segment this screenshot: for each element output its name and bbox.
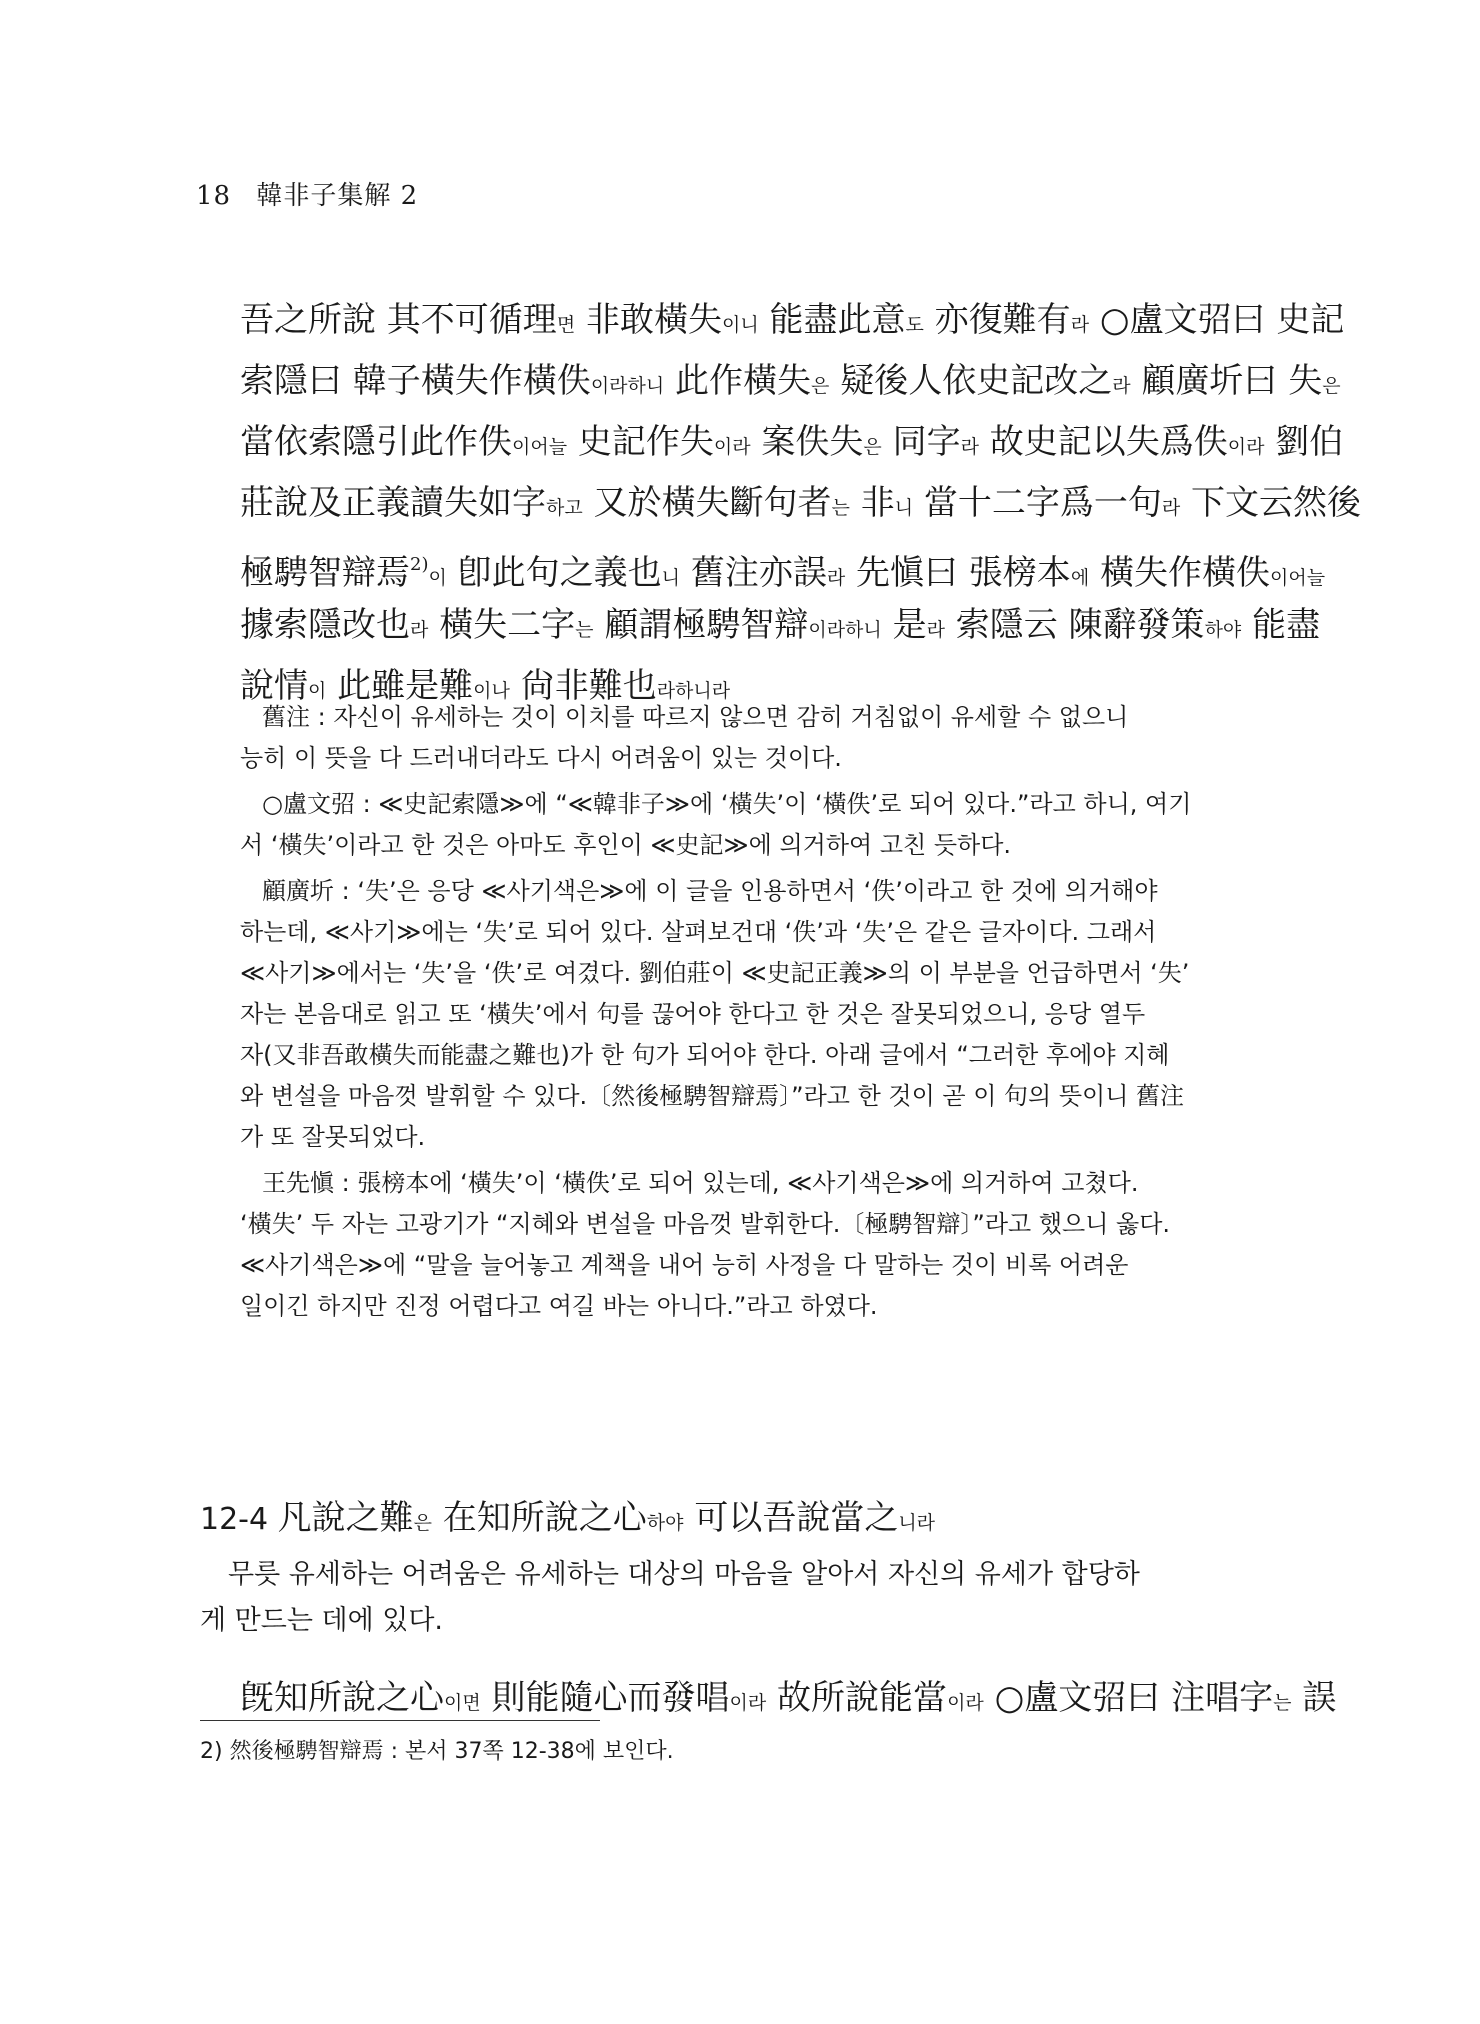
commentary-line: 능히 이 뜻을 다 드러내더라도 다시 어려움이 있는 것이다. — [240, 744, 842, 772]
commentary-line: ‘橫失’ 두 자는 고광기가 “지혜와 변설을 마음껏 발휘한다.〔極騁智辯〕”라고 했으니 옳다. — [240, 1210, 1171, 1238]
hangul-gloss: 은 — [863, 436, 882, 458]
classical-text: 當十二字爲一句 — [913, 483, 1162, 523]
classical-text: 顧謂極騁智辯 — [593, 605, 809, 645]
classical-text: 橫失作橫佚 — [1089, 553, 1270, 593]
book-title: 韓非子集解 2 — [256, 181, 419, 211]
commentary-line: ○盧文弨 : ≪史記索隱≫에 “≪韓非子≫에 ‘橫失’이 ‘橫佚’로 되어 있다.”라고 하니, 여기 — [262, 790, 1192, 818]
classical-text: 說情 — [240, 666, 308, 706]
classical-text: 極騁智辯焉 — [240, 553, 410, 593]
hangul-gloss: 이면 — [444, 1692, 481, 1714]
footnote: 2) 然後極騁智辯焉 : 본서 37쪽 12-38에 보인다. — [200, 1739, 674, 1764]
commentary-paragraph — [240, 1163, 1290, 1327]
classical-text: 是 — [881, 605, 927, 645]
hangul-gloss: 하야 — [646, 1512, 684, 1534]
hangul-gloss: 이라 — [1227, 436, 1265, 458]
classical-text: 卽此句之義也 — [446, 553, 662, 593]
main-text-line — [240, 290, 1345, 351]
classical-text: 索隱曰 韓子橫失作橫佚 — [240, 361, 591, 401]
hangul-gloss: 이 — [308, 680, 327, 702]
hangul-gloss: 이라 — [729, 1692, 767, 1714]
main-text-line — [240, 473, 1362, 534]
hangul-gloss: 니 — [661, 567, 681, 589]
hangul-gloss: 에 — [1070, 567, 1090, 589]
commentary-line: 王先愼 : 張榜本에 ‘橫失’이 ‘橫佚’로 되어 있는데, ≪사기색은≫에 의거하여 고쳤다. — [262, 1169, 1139, 1197]
classical-text: 舊注亦誤 — [680, 553, 827, 593]
hangul-gloss: 라 — [826, 567, 846, 589]
classical-text: 橫失二字 — [428, 605, 576, 645]
classical-text: 史記作失 — [567, 422, 714, 462]
commentary-line: 서 ‘橫失’이라고 한 것은 아마도 후인이 ≪史記≫에 의거하여 고친 듯하다. — [240, 831, 1012, 859]
classical-text: 尙非難也 — [509, 666, 657, 706]
footnote-divider — [200, 1720, 600, 1721]
hangul-gloss: 이라하니 — [590, 375, 665, 397]
hangul-gloss: 이라 — [713, 436, 751, 458]
commentary-line: 顧廣圻 : ‘失’은 응당 ≪사기색은≫에 이 글을 인용하면서 ‘佚’이라고 한 것에 의거해야 — [262, 877, 1158, 905]
commentary-line: 일이긴 하지만 진정 어렵다고 여길 바는 아니다.”라고 하였다. — [240, 1292, 878, 1320]
classical-text: 則能隨心而發唱 — [480, 1678, 730, 1718]
page-number: 18 — [196, 181, 232, 211]
hangul-gloss: 라 — [1161, 497, 1181, 519]
hangul-gloss: 이 — [428, 567, 447, 589]
hangul-gloss: 이라 — [947, 1692, 984, 1714]
hangul-gloss: 도 — [905, 314, 924, 336]
classical-text: 此作橫失 — [664, 361, 812, 401]
section-number: 12-4 — [200, 1502, 278, 1537]
classical-text: 劉伯 — [1264, 422, 1344, 462]
classical-text: 旣知所說之心 — [240, 1678, 444, 1718]
hangul-gloss: 은 — [1322, 375, 1341, 397]
classical-text: 又於橫失斷句者 — [582, 483, 832, 523]
hangul-gloss: 면 — [556, 314, 576, 336]
hangul-gloss: 라 — [960, 436, 979, 458]
commentary-line: 자는 본음대로 읽고 또 ‘橫失’에서 句를 끊어야 한다고 한 것은 잘못되었으니, 응당 열두 — [240, 1000, 1146, 1028]
classical-text: 誤 — [1291, 1678, 1337, 1718]
classical-text: 顧廣圻曰 失 — [1130, 361, 1323, 401]
classical-text: 同字 — [881, 422, 961, 462]
hangul-gloss: 라하니라 — [656, 680, 731, 702]
classical-text: 此雖是難 — [326, 666, 474, 706]
commentary-line: 가 또 잘못되었다. — [240, 1123, 426, 1151]
hangul-gloss: 이어늘 — [512, 436, 568, 458]
classical-text: 當依索隱引此作佚 — [240, 422, 512, 462]
hangul-gloss: 라 — [410, 619, 429, 641]
hangul-gloss: 하야 — [1204, 619, 1242, 641]
classical-text: 故所說能當 — [766, 1678, 948, 1718]
main-text-line — [240, 351, 1341, 412]
classical-text: 案佚失 — [750, 422, 864, 462]
hangul-gloss: 는 — [831, 497, 850, 519]
section-heading — [200, 1490, 935, 1539]
classical-text: 下文云然後 — [1180, 483, 1362, 523]
commentary-block — [240, 697, 1290, 1332]
hangul-gloss: 은 — [811, 375, 830, 397]
commentary-paragraph — [240, 697, 1290, 779]
classical-text: 莊說及正義讀失如字 — [240, 483, 546, 523]
hangul-gloss: 니라 — [898, 1512, 936, 1534]
hangul-gloss: 는 — [1273, 1692, 1292, 1714]
classical-text: 可以吾說當之 — [683, 1498, 899, 1538]
commentary-paragraph — [240, 784, 1290, 866]
hangul-gloss: 이라하니 — [808, 619, 882, 641]
commentary-line: ≪사기색은≫에 “말을 늘어놓고 계책을 내어 능히 사정을 다 말하는 것이 비록 어려운 — [240, 1251, 1129, 1279]
classical-text: ○盧文弨曰 史記 — [1089, 300, 1345, 340]
classical-text: 能盡 — [1241, 605, 1321, 645]
translation-line: 게 만드는 데에 있다. — [200, 1605, 443, 1636]
hangul-gloss: 이나 — [473, 680, 510, 702]
classical-text: 吾之所說 其不可循理 — [240, 300, 557, 340]
main-text-block-1 — [240, 290, 1362, 717]
classical-text: 凡說之難 — [277, 1498, 414, 1538]
commentary-line: 와 변설을 마음껏 발휘할 수 있다.〔然後極騁智辯焉〕”라고 한 것이 곧 이 句의 뜻이니 舊注 — [240, 1082, 1185, 1110]
main-text-line — [240, 412, 1344, 473]
running-head — [196, 175, 418, 212]
classical-text: 在知所說之心 — [431, 1498, 647, 1538]
hangul-gloss: 은 — [413, 1512, 432, 1534]
classical-text: 疑後人依史記改之 — [829, 361, 1113, 401]
commentary-line: 하는데, ≪사기≫에는 ‘失’로 되어 있다. 살펴보건대 ‘佚’과 ‘失’은 같은 글자이다. 그래서 — [240, 918, 1157, 946]
hangul-gloss: 라 — [1070, 314, 1090, 336]
classical-text: 據索隱改也 — [240, 605, 410, 645]
classical-text: 非敢橫失 — [575, 300, 722, 340]
hangul-gloss: 이니 — [721, 314, 759, 336]
classical-text: 亦復難有 — [923, 300, 1071, 340]
classical-text: ○盧文弨曰 注唱字 — [983, 1678, 1274, 1718]
commentary-line: 자(又非吾敢橫失而能盡之難也)가 한 句가 되어야 한다. 아래 글에서 “그러한 후에야 지혜 — [240, 1041, 1170, 1069]
hangul-gloss: 는 — [575, 619, 594, 641]
commentary-line: ≪사기≫에서는 ‘失’을 ‘佚’로 여겼다. 劉伯莊이 ≪史記正義≫의 이 부분을 언급하면서 ‘失’ — [240, 959, 1190, 987]
hangul-gloss: 니 — [894, 497, 914, 519]
classical-text: 索隱云 陳辭發策 — [944, 605, 1205, 645]
classical-text: 故史記以失爲佚 — [978, 422, 1228, 462]
translation-line: 무릇 유세하는 어려움은 유세하는 대상의 마음을 알아서 자신의 유세가 합당하 — [228, 1559, 1140, 1590]
hangul-gloss: 하고 — [546, 497, 583, 519]
hangul-gloss: 라 — [926, 619, 945, 641]
main-text-line — [240, 534, 1326, 595]
commentary-paragraph — [240, 871, 1290, 1158]
main-text-line — [240, 595, 1321, 656]
hangul-gloss: 이어늘 — [1269, 567, 1326, 589]
translation-block — [200, 1552, 1292, 1644]
classical-text: 能盡此意 — [758, 300, 906, 340]
classical-text: 非 — [849, 483, 895, 523]
hangul-gloss: 라 — [1112, 375, 1131, 397]
commentary-line: 舊注 : 자신이 유세하는 것이 이치를 따르지 않으면 감히 거침없이 유세할 수 없으니 — [262, 703, 1129, 731]
footnote-ref[interactable]: 2) — [410, 554, 429, 575]
classical-text: 先愼曰 張榜本 — [845, 553, 1071, 593]
